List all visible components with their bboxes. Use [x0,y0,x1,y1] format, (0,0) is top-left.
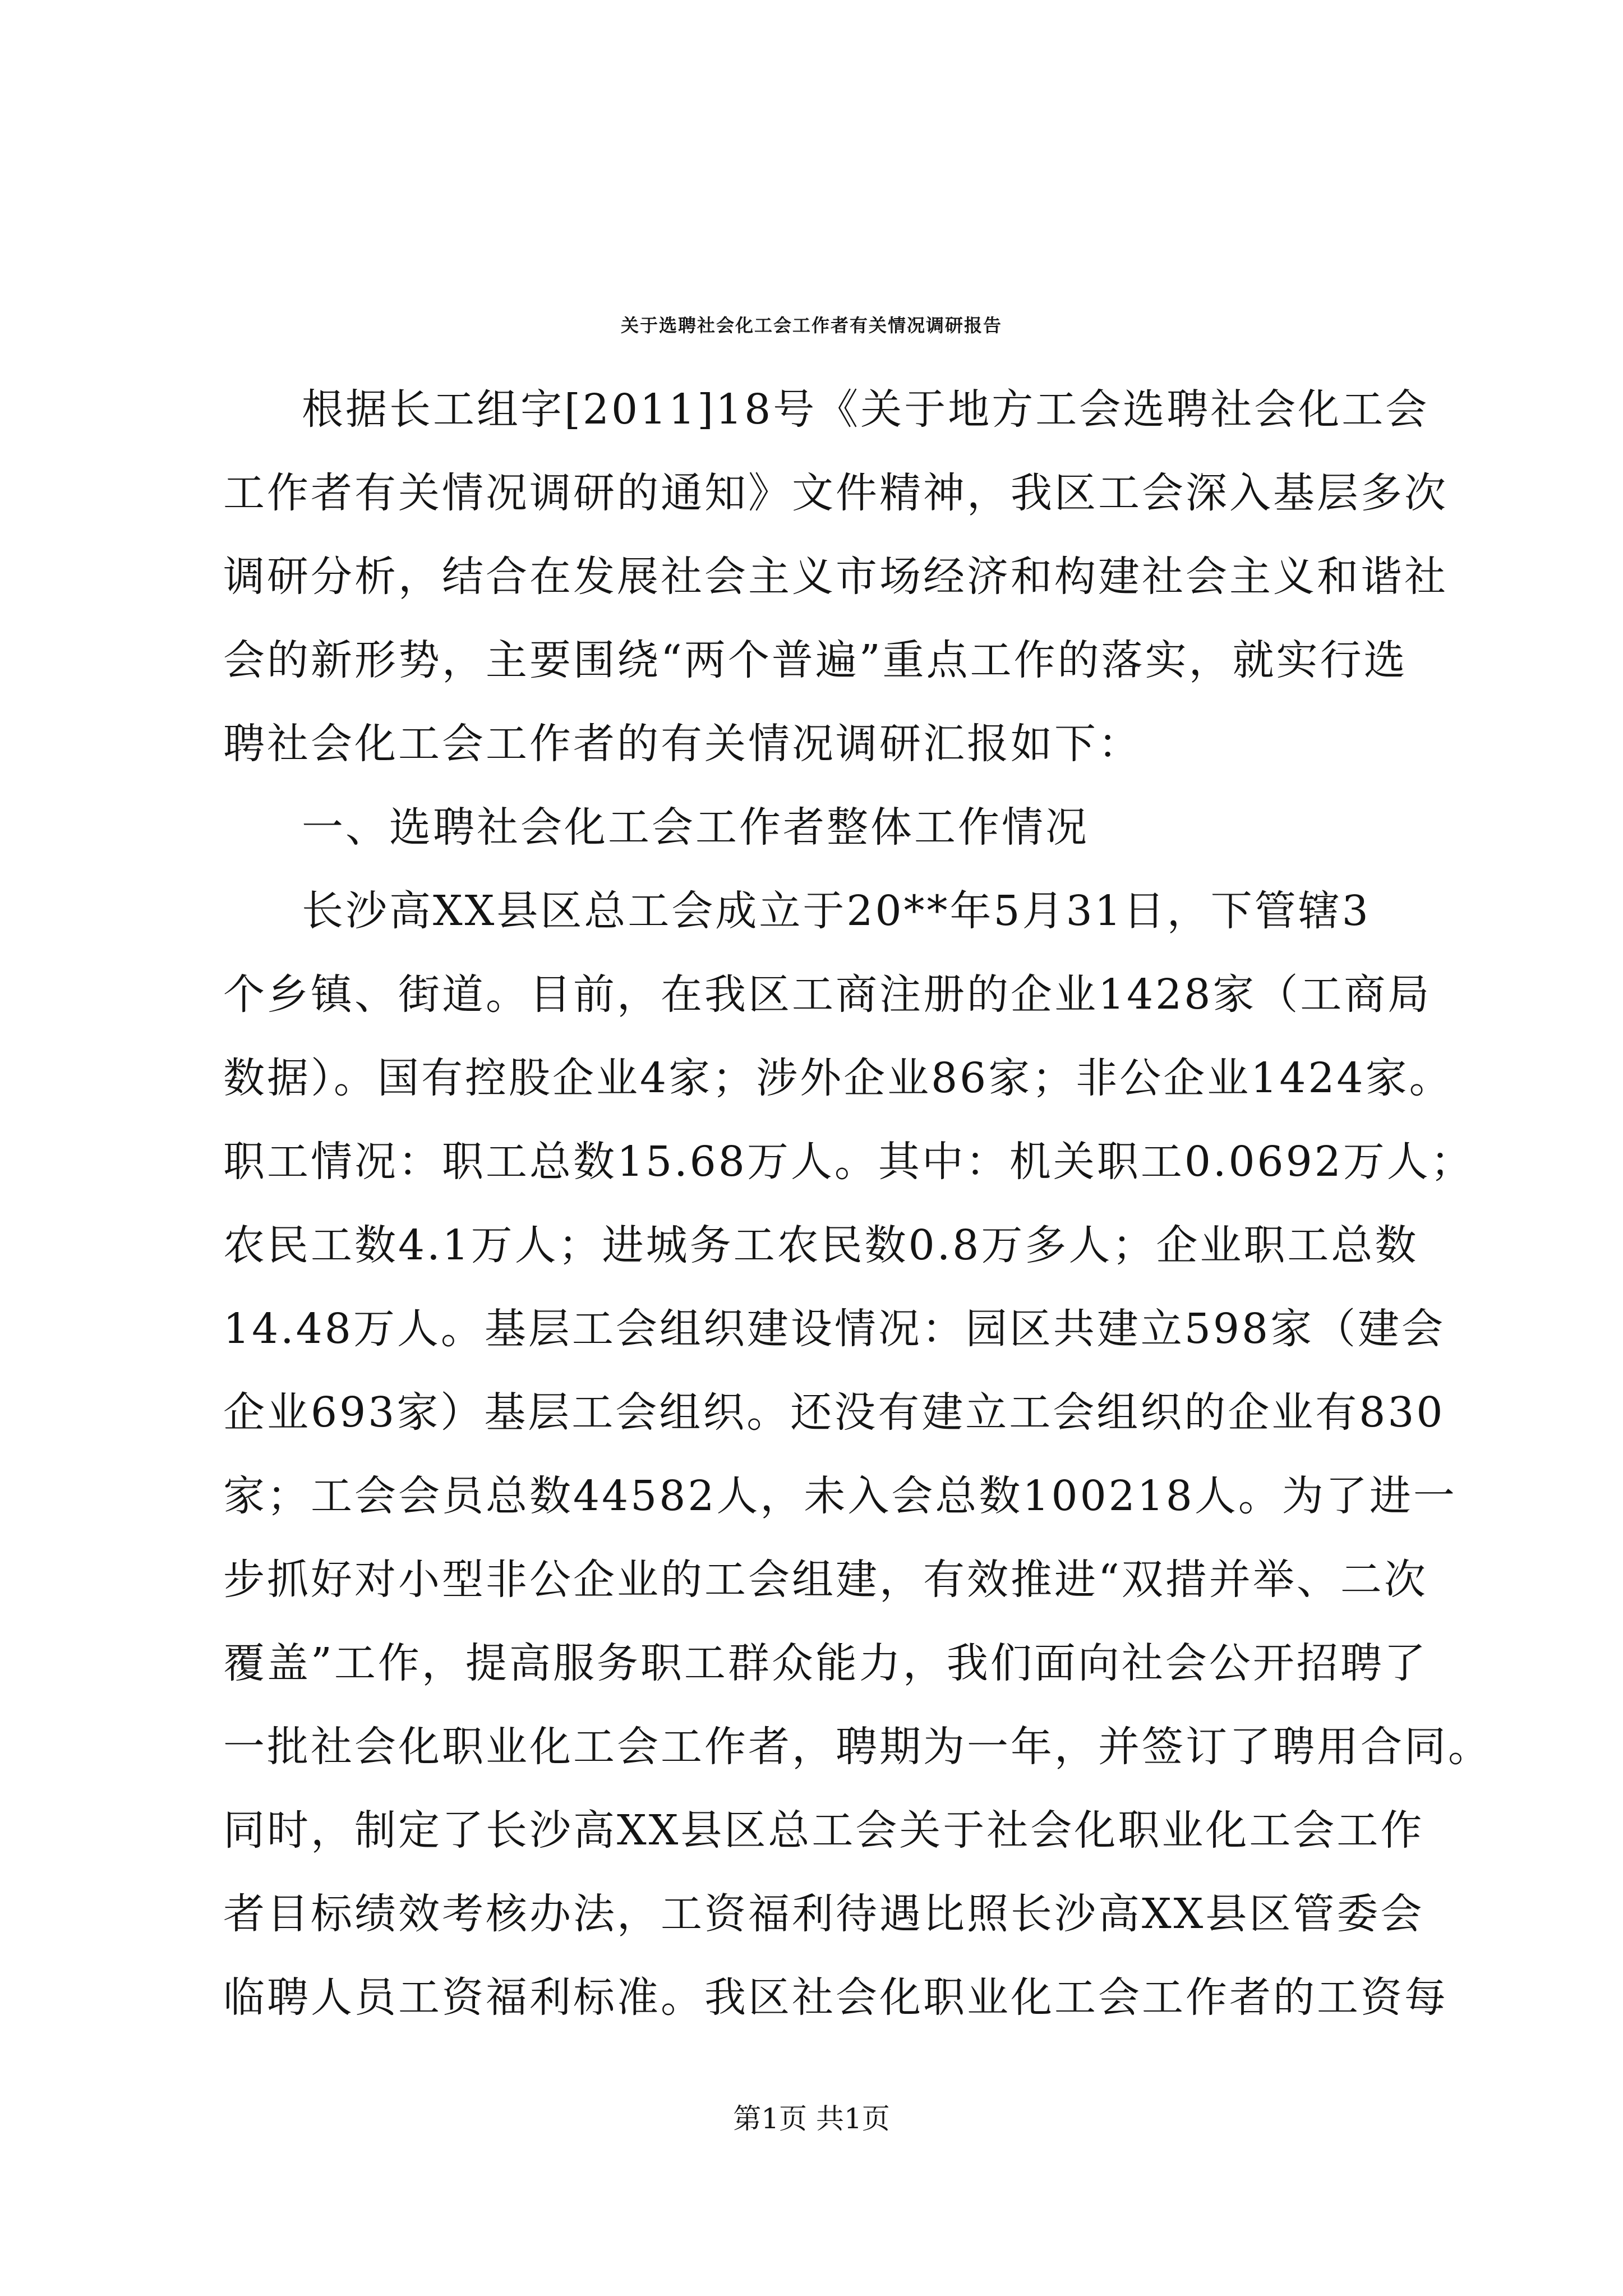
page-number-footer: 第1页 共1页 [733,2102,890,2135]
paragraph-line-3: 调研分析，结合在发展社会主义市场经济和构建社会主义和谐社 [223,553,1448,601]
paragraph-line-12: 14.48万人。基层工会组织建设情况：园区共建立598家（建会 [223,1305,1446,1353]
paragraph-line-4: 会的新形势，主要围绕“两个普遍”重点工作的落实，就实行选 [223,636,1408,684]
paragraph-line-16: 覆盖”工作，提高服务职工群众能力，我们面向社会公开招聘了 [223,1639,1428,1687]
paragraph-line-19: 者目标绩效考核办法，工资福利待遇比照长沙高XX县区管委会 [223,1890,1424,1938]
section-heading: 一、选聘社会化工会工作者整体工作情况 [302,803,1089,852]
paragraph-line-13: 企业693家）基层工会组织。还没有建立工会组织的企业有830 [223,1388,1445,1437]
paragraph-line-5: 聘社会化工会工作者的有关情况调研汇报如下： [223,720,1142,768]
paragraph-line-8: 个乡镇、街道。目前，在我区工商注册的企业1428家（工商局 [223,970,1432,1019]
paragraph-line-14: 家；工会会员总数44582人，未入会总数100218人。为了进一 [223,1472,1457,1520]
document-title: 关于选聘社会化工会工作者有关情况调研报告 [620,315,1002,336]
paragraph-line-11: 农民工数4.1万人；进城务工农民数0.8万多人；企业职工总数 [223,1221,1419,1269]
paragraph-line-10: 职工情况：职工总数15.68万人。其中：机关职工0.0692万人； [223,1138,1474,1186]
paragraph-line-1: 根据长工组字[2011]18号《关于地方工会选聘社会化工会 [302,385,1430,434]
paragraph-line-17: 一批社会化职业化工会工作者，聘期为一年，并签订了聘用合同。 [223,1723,1492,1771]
paragraph-line-18: 同时，制定了长沙高XX县区总工会关于社会化职业化工会工作 [223,1806,1424,1855]
paragraph-line-2: 工作者有关情况调研的通知》文件精神，我区工会深入基层多次 [223,469,1448,517]
paragraph-line-9: 数据）。国有控股企业4家；涉外企业86家；非公企业1424家。 [223,1054,1453,1102]
paragraph-line-7: 长沙高XX县区总工会成立于20**年5月31日，下管辖3 [302,887,1371,935]
paragraph-line-20: 临聘人员工资福利标准。我区社会化职业化工会工作者的工资每 [223,1973,1448,2022]
paragraph-line-15: 步抓好对小型非公企业的工会组建，有效推进“双措并举、二次 [223,1556,1428,1604]
